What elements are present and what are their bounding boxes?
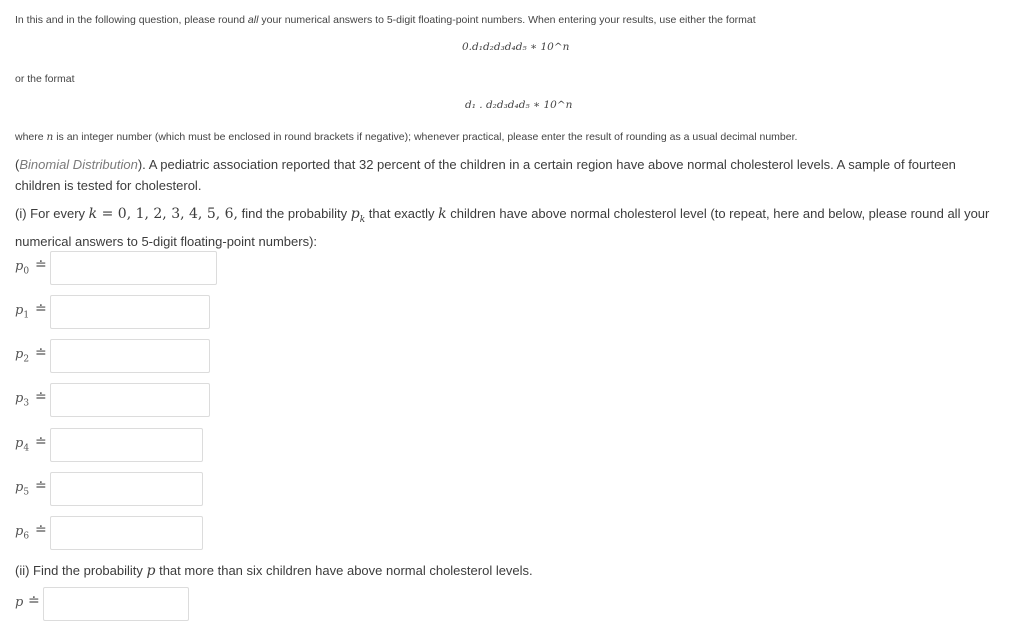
problem-statement (15, 154, 1000, 196)
approx-equals-icon: ≐ (35, 478, 47, 494)
answer-input-p0[interactable] (50, 251, 217, 285)
instructions-emphasis: all (247, 14, 259, 26)
approx-equals-icon: ≐ (35, 434, 47, 450)
part-one-prompt (15, 203, 1000, 252)
topic-name: Binomial Distribution (19, 157, 138, 172)
label-p: p (15, 436, 24, 451)
label-p: p (15, 391, 24, 406)
approx-equals-icon: ≐ (35, 345, 47, 361)
topic-close: ). (137, 157, 146, 172)
label-sub: 6 (23, 531, 30, 542)
answer-input-p6[interactable] (50, 516, 203, 550)
answer-input-p1[interactable] (50, 295, 210, 329)
label-sub: 1 (23, 310, 30, 321)
k-values: = 0, 1, 2, 3, 4, 5, 6, (97, 206, 238, 222)
var-k: k (88, 206, 98, 222)
var-p-total: p (146, 563, 156, 579)
topic-open: ( (15, 157, 20, 172)
label-p: p (15, 524, 24, 539)
instructions-text: In this and in the following question, please round (15, 14, 248, 26)
label-p1 (15, 303, 29, 321)
where-line (15, 131, 797, 143)
label-sub: 5 (23, 487, 30, 498)
label-sub: 4 (23, 443, 30, 454)
answer-input-p5[interactable] (50, 472, 203, 506)
instructions-line (15, 14, 756, 26)
part-two-pre: (ii) Find the probability (15, 563, 147, 578)
label-p: p (15, 347, 24, 362)
label-p: p (15, 480, 24, 495)
part-one-pre: (i) For every (15, 206, 89, 221)
var-p: p (350, 206, 360, 222)
label-p4 (15, 436, 29, 454)
part-one-post1: that exactly (365, 206, 439, 221)
label-sub: 0 (23, 266, 30, 277)
answer-input-p2[interactable] (50, 339, 210, 373)
var-pk-sub: k (359, 214, 366, 225)
where-n: n (46, 131, 54, 143)
label-p0 (15, 259, 29, 277)
answer-input-p3[interactable] (50, 383, 210, 417)
approx-equals-icon: ≐ (28, 593, 40, 609)
label-p3 (15, 391, 29, 409)
var-k2: k (438, 206, 447, 222)
label-p: p (15, 303, 24, 318)
part-one-post2: children have above normal cholesterol level (to repeat, here and below, please round all your numerical answers to 5-digit floating-point numbers): (15, 206, 990, 249)
label-sub: 2 (23, 354, 30, 365)
approx-equals-icon: ≐ (35, 389, 47, 405)
label-p5 (15, 480, 29, 498)
var-pk (350, 206, 366, 225)
part-two-prompt (15, 560, 1000, 582)
instructions-text-rest: your numerical answers to 5-digit floating-point numbers. When entering your results, use either the format (258, 14, 756, 26)
answer-input-p[interactable] (43, 587, 189, 621)
approx-equals-icon: ≐ (35, 301, 47, 317)
part-two-post: that more than six children have above normal cholesterol levels. (155, 563, 533, 578)
label-p2 (15, 347, 29, 365)
approx-equals-icon: ≐ (35, 522, 47, 538)
or-the-format: or the format (15, 73, 75, 85)
approx-equals-icon: ≐ (35, 257, 47, 273)
label-p-total: p (15, 595, 24, 610)
statement-text: A pediatric association reported that 32 percent of the children in a certain region have above normal cholesterol levels. A sample of fourteen children is tested for cholesterol. (15, 157, 956, 193)
format-one: 0.d₁d₂d₃d₄d₅ ∗ 10^n (462, 41, 570, 53)
format-two: d₁ . d₂d₃d₄d₅ ∗ 10^n (465, 99, 573, 111)
label-p: p (15, 259, 24, 274)
label-sub: 3 (23, 398, 30, 409)
where-text-rest: is an integer number (which must be enclosed in round brackets if negative); whenever practical, please enter the result of rounding as a usual decimal number. (53, 131, 798, 143)
label-p6 (15, 524, 29, 542)
part-one-mid: find the probability (238, 206, 351, 221)
answer-input-p4[interactable] (50, 428, 203, 462)
where-text: where (15, 131, 47, 143)
